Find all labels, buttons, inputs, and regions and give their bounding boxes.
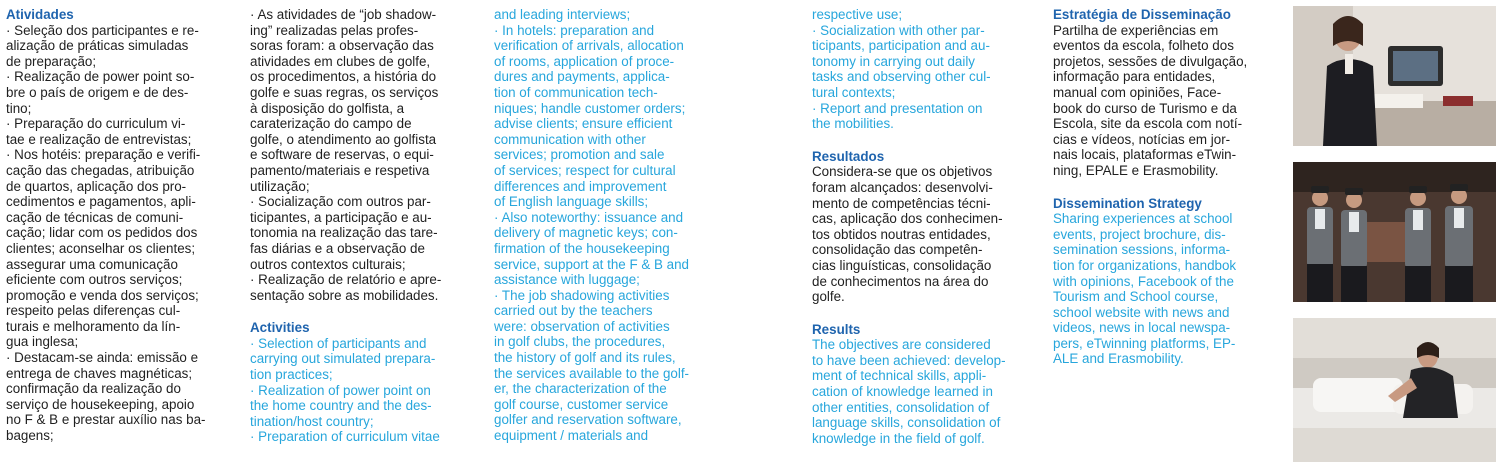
text-line: tion practices; [250,367,333,383]
spacer [1053,179,1256,196]
text-line: Considera-se que os objetivos [812,164,993,180]
text-line: soras foram: a observação das [250,38,434,54]
text-line: to have been achieved: develop- [812,352,1006,368]
text-line: other entities, consolidation of [812,399,990,415]
text-line: pamento/materiais e respetiva [250,162,430,178]
text-line: of English language skills; [494,194,649,210]
text-line: · As atividades de “job shadow- [250,7,437,22]
text-line: ing” realizadas pelas profes- [250,22,419,38]
text-line: outros contextos culturais; [250,256,406,272]
text-line: golfe. [812,289,845,305]
heading-activities: Activities [250,320,310,336]
text-line: de conhecimentos na área do [812,273,989,289]
text-line: language skills, consolidation of [812,415,1001,431]
heading-results: Results [812,321,861,337]
text-line: bre o país de origem e de des- [6,84,189,100]
text-line: · Realização de relatório e apre- [250,272,442,288]
text-line: utilização; [250,178,310,194]
text-line: in golf clubs, the procedures, [494,334,666,350]
text-line: sentação sobre as mobilidades. [250,287,439,303]
text-line: The objectives are considered [812,337,991,353]
text-line: semination sessions, informa- [1053,242,1231,258]
text-line: verification of arrivals, allocation [494,38,684,54]
text-line: fas diárias e a observação de [250,240,425,256]
text-line: book do curso de Turismo e da [1053,100,1237,116]
text-line: no F & B e prestar auxílio nas ba- [6,412,206,428]
text-line: golfer and reservation software, [494,412,682,428]
text-line: clientes; aconselhar os clientes; [6,240,196,256]
doormen-illustration [1293,162,1496,302]
activities-text-en [250,336,455,445]
text-line: Tourism and School course, [1053,289,1219,305]
dissemination-text-en [1053,211,1256,367]
text-line: cação de técnicas de comuni- [6,209,184,225]
text-line: os procedimentos, a história do [250,69,437,85]
text-line: tination/host country; [250,413,374,429]
text-line: · The job shadowing activities [494,287,670,303]
text-line: tae e realização de entrevistas; [6,131,192,147]
text-line: er, the characterization of the [494,381,667,397]
text-line: de preparação; [6,53,97,69]
text-line: entrega de chaves magnéticas; [6,365,193,381]
text-line: · Preparação do curriculum vi- [6,116,186,132]
text-line: carrying out simulated prepara- [250,351,436,367]
text-line: cation of knowledge learned in [812,384,993,400]
text-line: respeito pelas diferenças cul- [6,303,181,319]
text-line: golfe e suas regras, os serviços [250,84,439,100]
housekeeping-illustration [1293,318,1496,462]
text-line: tural contexts; [812,84,896,100]
doormen-photo [1293,162,1496,302]
text-line: · Realização de power point so- [6,69,195,85]
column-activities-en [494,7,699,444]
text-line: bagens; [6,428,54,444]
spacer [812,305,1017,322]
text-line: caraterização do campo de [250,116,412,132]
heading-resultados: Resultados [812,148,885,164]
text-line: promoção e venda dos serviços; [6,287,199,303]
text-line: school website with news and [1053,304,1230,320]
text-line: the home country and the des- [250,398,432,414]
text-line: assegurar uma comunicação [6,256,178,272]
text-line: cedimentos e pagamentos, apli- [6,194,196,210]
text-line: carried out by the teachers [494,303,653,319]
text-line: tonomy in carrying out daily [812,53,975,69]
results-text-en [812,337,1017,446]
text-line: · Nos hotéis: preparação e verifi- [6,147,201,163]
text-line: tion of communication tech- [494,84,658,100]
text-line: · Seleção dos participantes e re- [6,22,199,38]
spacer [812,132,1017,149]
text-line: cias linguísticas, consolidação [812,257,992,273]
column-results [812,7,1017,446]
resultados-text [812,164,1017,304]
text-line: à disposição do golfista, a [250,100,405,116]
text-line: firmation of the housekeeping [494,240,670,256]
text-line: foram alcançados: desenvolvi- [812,179,993,195]
text-line: · In hotels: preparation and [494,22,655,38]
text-line: ticipants, participation and au- [812,38,990,54]
estrategia-text [1053,23,1256,179]
text-line: atividades em clubes de golfe, [250,53,431,69]
text-line: · Destacam-se ainda: emissão e [6,350,199,366]
atividades-text [6,23,212,444]
text-line: pers, eTwinning platforms, EP- [1053,335,1236,351]
text-line: manual com opiniões, Face- [1053,84,1222,100]
text-line: cação das chegadas, atribuição [6,162,195,178]
text-line: tino; [6,100,32,116]
text-line: advise clients; ensure efficient [494,116,673,132]
text-line: · Preparation of curriculum vitae [250,429,440,445]
text-line: Sharing experiences at school [1053,211,1233,227]
text-line: Partilha de experiências em [1053,22,1219,38]
text-line: informação para entidades, [1053,69,1216,85]
text-line: equipment / materials and [494,428,649,444]
text-line: cas, aplicação dos conhecimen- [812,211,1003,227]
column-job-shadowing [250,7,455,445]
text-line: assistance with luggage; [494,272,640,288]
text-line: ning, EPALE e Erasmobility. [1053,162,1219,178]
column-dissemination [1053,7,1256,367]
text-line: dures and payments, applica- [494,69,670,85]
text-line: services; promotion and sale [494,147,665,163]
text-line: · Selection of participants and [250,335,427,351]
text-line: Escola, site da escola com notí- [1053,116,1243,132]
text-line: · Report and presentation on [812,100,983,116]
text-line: ment of technical skills, appli- [812,368,987,384]
text-line: nais locais, plataformas eTwin- [1053,147,1237,163]
text-line: e software de reservas, o equi- [250,147,434,163]
text-line: delivery of magnetic keys; con- [494,225,678,241]
text-line: mento de competências técni- [812,195,991,211]
text-line: confirmação da realização do [6,381,181,397]
text-line: were: observation of activities [494,318,670,334]
heading-estrategia: Estratégia de Disseminação [1053,7,1231,22]
activities-text-en-end [812,7,1017,132]
text-line: knowledge in the field of golf. [812,430,985,446]
heading-atividades: Atividades [6,7,74,22]
text-line: ticipantes, a participação e au- [250,209,432,225]
text-line: golfe, o atendimento ao golfista [250,131,437,147]
text-line: with opinions, Facebook of the [1053,273,1234,289]
text-line: respective use; [812,7,903,22]
text-line: videos, news in local newspa- [1053,320,1231,336]
text-line: · Also noteworthy: issuance and [494,209,684,225]
text-line: ALE and Erasmobility. [1053,351,1184,367]
text-line: the mobilities. [812,116,894,132]
text-line: of rooms, application of proce- [494,53,675,69]
column-activities-pt [6,7,212,444]
text-line: tonomia na realização das tare- [250,225,438,241]
text-line: tos obtidos noutras entidades, [812,226,991,242]
text-line: tion for organizations, handbok [1053,257,1237,273]
housekeeping-photo [1293,318,1496,462]
text-line: differences and improvement [494,178,667,194]
text-line: consolidação das competên- [812,242,983,258]
text-line: the services available to the golf- [494,365,690,381]
text-line: cação; lidar com os pedidos dos [6,225,198,241]
text-line: communication with other [494,131,646,147]
text-line: service, support at the F & B and [494,256,690,272]
text-line: tasks and observing other cul- [812,69,991,85]
text-line: eventos da escola, folheto dos [1053,38,1234,54]
text-line: of services; respect for cultural [494,162,676,178]
text-line: turais e melhoramento da lín- [6,318,181,334]
text-line: cias e vídeos, notícias em jor- [1053,131,1231,147]
text-line: serviço de housekeeping, apoio [6,396,195,412]
text-line: and leading interviews; [494,7,631,22]
receptionist-photo [1293,6,1496,146]
receptionist-illustration [1293,6,1496,146]
text-line: golf course, customer service [494,396,669,412]
job-shadowing-text [250,7,455,303]
text-line: gua inglesa; [6,334,79,350]
heading-dissemination: Dissemination Strategy [1053,195,1202,211]
text-line: eficiente com outros serviços; [6,272,183,288]
text-line: niques; handle customer orders; [494,100,686,116]
text-line: · Socialization with other par- [812,22,985,38]
text-line: · Socialização com outros par- [250,194,431,210]
text-line: · Realization of power point on [250,382,431,398]
spacer [250,303,455,320]
text-line: de quartos, aplicação dos pro- [6,178,187,194]
text-line: alização de práticas simuladas [6,38,189,54]
text-line: projetos, sessões de divulgação, [1053,53,1248,69]
text-line: events, project brochure, dis- [1053,226,1226,242]
text-line: the history of golf and its rules, [494,350,676,366]
